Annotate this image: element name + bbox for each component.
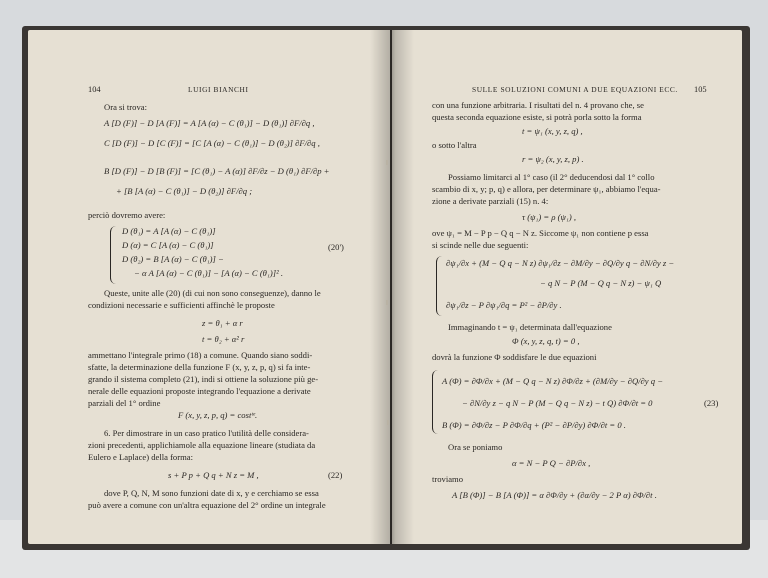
equation-line: t = ψ₁ (x, y, z, q) ,: [522, 126, 583, 136]
equation-line: B [D (F)] − D [B (F)] = [C (θ₁) − A (α)] ∂F/∂z − D (θ₁) ∂F/∂p +: [104, 166, 330, 176]
text-line: Immaginando t = ψ₁ determinata dall'equazione: [448, 322, 612, 332]
text-line: Ora se poniamo: [448, 442, 503, 452]
system-brace: [436, 256, 443, 316]
page-number-left: 104: [88, 85, 101, 94]
equation-line: D (α) = C [A (α) − C (θ₁)]: [122, 240, 214, 250]
text-line: 6. Per dimostrare in un caso pratico l'utilità delle considera-: [104, 428, 309, 438]
text-line: troviamo: [432, 474, 464, 484]
equation-line: z = θ₁ + α r: [202, 318, 243, 328]
text-line: zione a derivate parziali (15) n. 4:: [432, 196, 549, 206]
text-line: Eulero e Laplace) della forma:: [88, 452, 193, 462]
text-line: perciò dovremo avere:: [88, 210, 166, 220]
text-line: parziali del 1° ordine: [88, 398, 161, 408]
text-line: dovrà la funzione Φ soddisfare le due equazioni: [432, 352, 597, 362]
system-brace: [110, 226, 117, 284]
text-line: o sotto l'altra: [432, 140, 477, 150]
equation-line: D (θ₂) = B [A (α) − C (θ₁)] −: [122, 254, 224, 264]
text-line: scambio di x, y; p, q) e allora, per determinare ψ₁, abbiamo l'equa-: [432, 184, 661, 194]
equation-line: τ (ψ₁) = ρ (ψ₁) ,: [522, 212, 576, 222]
running-head-right: SULLE SOLUZIONI COMUNI A DUE EQUAZIONI ECC.: [472, 85, 678, 94]
text-line: condizioni necessarie e sufficienti affinchè le proposte: [88, 300, 275, 310]
text-line: Ora si trova:: [104, 102, 147, 112]
system-brace: [432, 370, 439, 434]
binding-stitch: [386, 160, 388, 165]
left-page: [28, 30, 390, 544]
text-line: questa seconda equazione esiste, si potrà porla sotto la forma: [432, 112, 642, 122]
text-line: si scinde nelle due seguenti:: [432, 240, 529, 250]
text-line: ove ψ₁ = M − P p − Q q − N z. Siccome ψ₁ non contiene p essa: [432, 228, 649, 238]
equation-line: t = θ₂ + α² r: [202, 334, 245, 344]
equation-line: + [B [A (α) − C (θ₁)] − D (θ₂)] ∂F/∂q ;: [116, 186, 253, 196]
text-line: zioni precedenti, applichiamole alla equazione lineare (studiata da: [88, 440, 316, 450]
equation-line: r = ψ₂ (x, y, z, p) .: [522, 154, 584, 164]
text-line: grando il sistema completo (21), indi si ottiene la soluzione più ge-: [88, 374, 319, 384]
equation-line: α = N − P Q − ∂P/∂x ,: [512, 458, 591, 468]
text-line: ammettano l'integrale primo (18) a comune. Quando siano soddi-: [88, 350, 313, 360]
equation-line: Φ (x, y, z, q, t) = 0 ,: [512, 336, 580, 346]
text-line: con una funzione arbitraria. I risultati del n. 4 provano che, se: [432, 100, 644, 110]
equation-line: ∂ψ₁/∂x + (M − Q q − N z) ∂ψ₁/∂z − ∂M/∂y − ∂Q/∂y q − ∂N/∂y z −: [446, 258, 675, 268]
equation-line: s + P p + Q q + N z = M ,: [168, 470, 259, 480]
page-number-right: 105: [694, 85, 707, 94]
binding-stitch: [386, 300, 388, 305]
equation-line: A (Φ) = ∂Φ/∂x + (M − Q q − N z) ∂Φ/∂z + (∂M/∂y − ∂Q/∂y q −: [442, 376, 664, 386]
running-head-left: LUIGI BIANCHI: [188, 85, 249, 94]
equation-number: (23): [704, 398, 719, 408]
text-line: sfatte, la determinazione della funzione F (x, y, z, p, q) si fa inte-: [88, 362, 311, 372]
equation-line: ∂ψ₁/∂z − P ∂ψ₁/∂q = P² − ∂P/∂y .: [446, 300, 562, 310]
equation-line: A [B (Φ)] − B [A (Φ)] = α ∂Φ/∂y + (∂α/∂y − 2 P α) ∂Φ/∂t .: [452, 490, 657, 500]
equation-line: − q N − P (M − Q q − N z) − ψ₁ Q: [540, 278, 662, 288]
equation-line: C [D (F)] − D [C (F)] = [C [A (α) − C (θ₁)] − D (θ₂)] ∂F/∂q ,: [104, 138, 320, 148]
equation-line: − ∂N/∂y z − q N − P (M − Q q − N z) − t Q) ∂Φ/∂t = 0: [462, 398, 653, 408]
equation-number: (20'): [328, 242, 344, 252]
equation-line: − α A [A (α) − C (θ₁)] − [A (α) − C (θ₁)]² .: [134, 268, 283, 278]
binding-stitch: [387, 420, 389, 425]
text-line: può avere a comune con un'altra equazione del 2° ordine un integrale: [88, 500, 326, 510]
equation-line: B (Φ) = ∂Φ/∂z − P ∂Φ/∂q + (P² − ∂P/∂y) ∂Φ/∂t = 0 .: [442, 420, 626, 430]
equation-number: (22): [328, 470, 343, 480]
equation-line: A [D (F)] − D [A (F)] = A [A (α) − C (θ₁)] − D (θ₁)] ∂F/∂q ,: [104, 118, 315, 128]
equation-line: F (x, y, z, p, q) = costᵗᵉ.: [178, 410, 258, 420]
text-line: nerale delle equazioni proposte integrando l'equazione a derivate: [88, 386, 311, 396]
text-line: Queste, unite alle (20) (di cui non sono conseguenze), danno le: [104, 288, 321, 298]
text-line: dove P, Q, N, M sono funzioni date di x, y e cerchiamo se essa: [104, 488, 319, 498]
text-line: Possiamo limitarci al 1° caso (il 2° deducendosi dal 1° collo: [448, 172, 655, 182]
equation-line: D (θ₁) = A [A (α) − C (θ₁)]: [122, 226, 216, 236]
right-page: [392, 30, 742, 544]
